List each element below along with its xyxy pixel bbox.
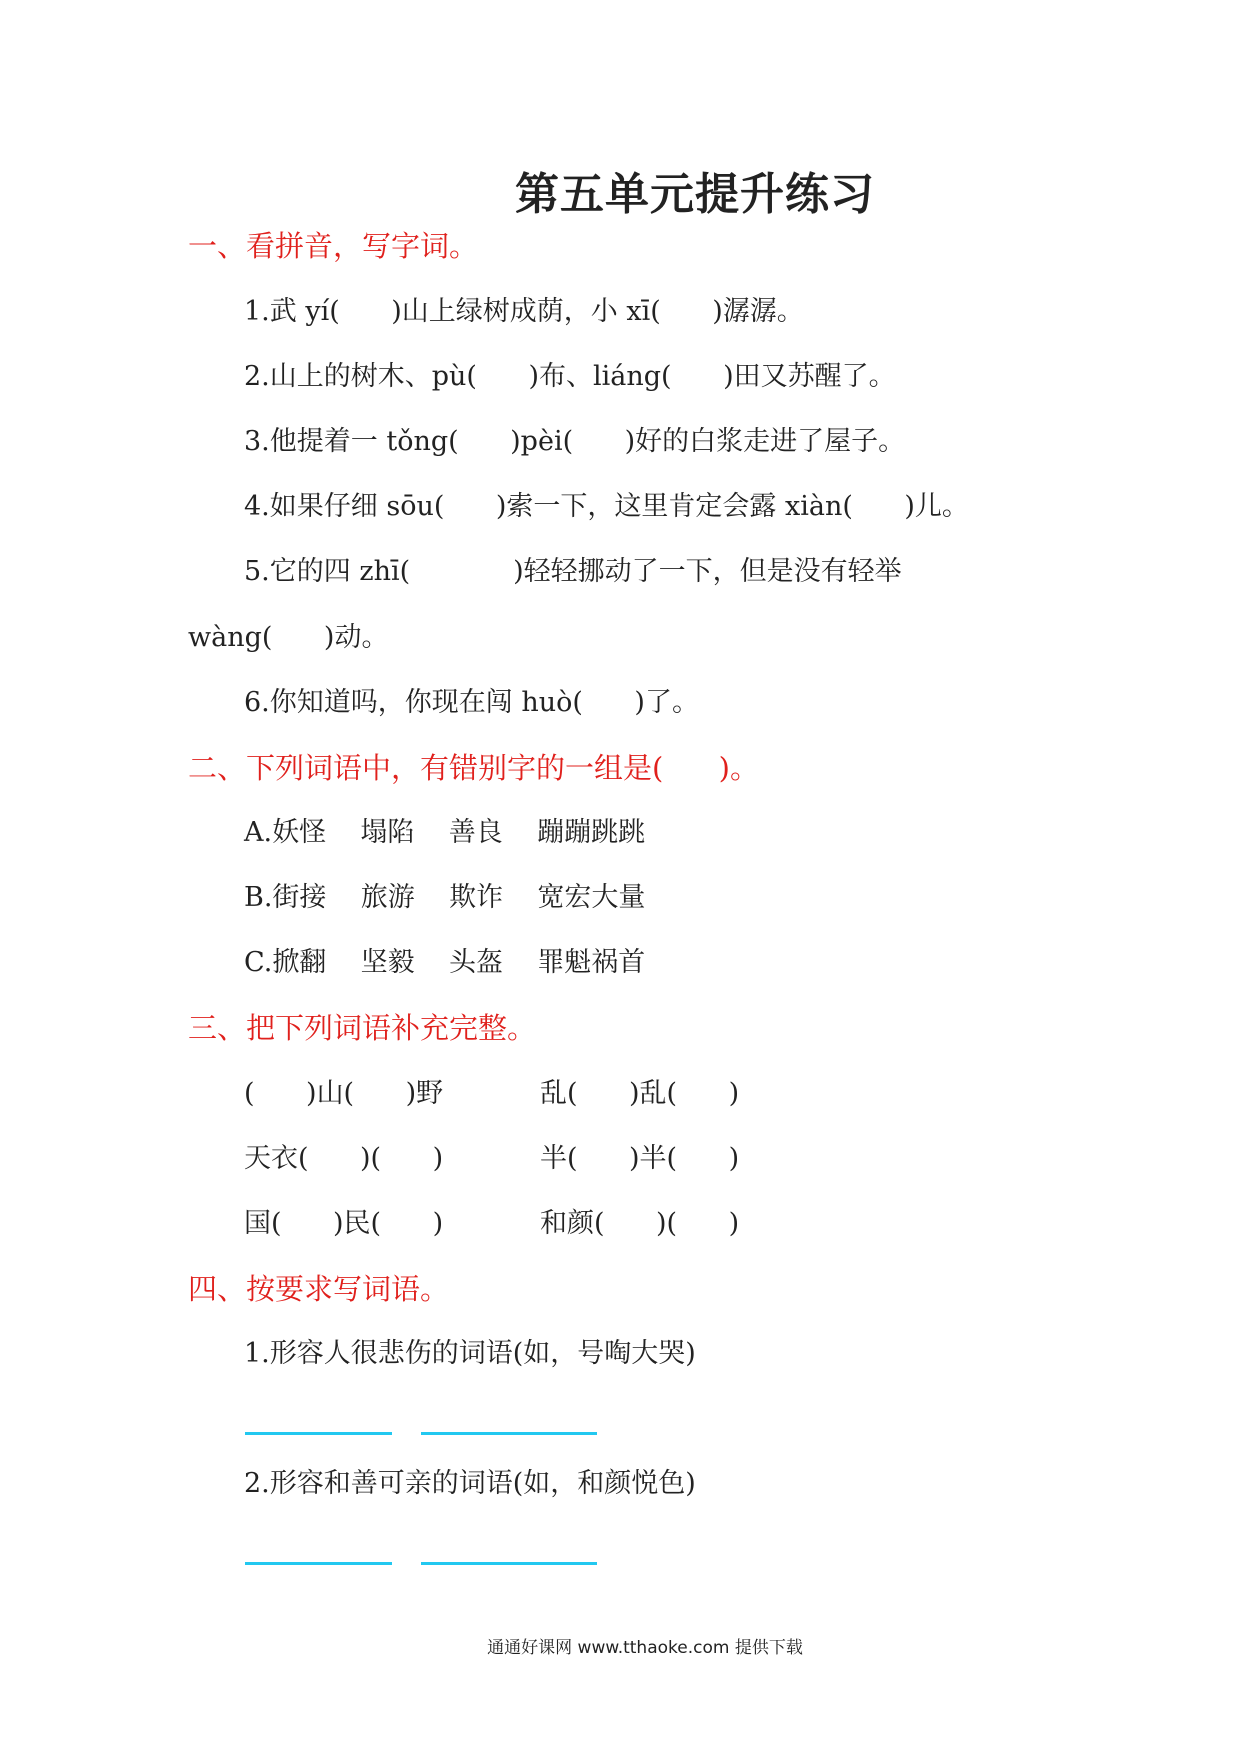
section-1-item-4: 4.如果仔细 sōu( )索一下，这里肯定会露 xiàn( )儿。 <box>244 491 969 522</box>
answer-line[interactable] <box>245 1562 392 1565</box>
option-c: C.掀翻 坚毅 头盔 罪魁祸首 <box>244 947 646 978</box>
idiom-1: ( )山( )野 <box>244 1078 444 1109</box>
section-4-item-1: 1.形容人很悲伤的词语(如，号啕大哭) <box>244 1338 696 1369</box>
idiom-2: 乱( )乱( ) <box>540 1078 740 1109</box>
section-2-heading: 二、下列词语中，有错别字的一组是( )。 <box>188 751 759 785</box>
answer-line[interactable] <box>421 1432 597 1435</box>
idiom-4: 半( )半( ) <box>540 1143 740 1174</box>
section-1-item-1: 1.武 yí( )山上绿树成荫，小 xī( )潺潺。 <box>244 296 804 327</box>
section-4-item-2: 2.形容和善可亲的词语(如，和颜悦色) <box>244 1468 696 1499</box>
page-title: 第五单元提升练习 <box>515 169 875 220</box>
section-1-item-6: 6.你知道吗，你现在闯 huò( )了。 <box>244 687 699 718</box>
footer-source: 通通好课网 www.tthaoke.com 提供下载 <box>487 1638 803 1658</box>
section-1-item-5-cont: wàng( )动。 <box>188 622 389 653</box>
section-1-item-3: 3.他提着一 tǒng( )pèi( )好的白浆走进了屋子。 <box>244 426 906 457</box>
answer-line[interactable] <box>245 1432 392 1435</box>
answer-line[interactable] <box>421 1562 597 1565</box>
idiom-5: 国( )民( ) <box>244 1208 444 1239</box>
section-1-heading: 一、看拼音，写字词。 <box>188 229 479 263</box>
section-3-heading: 三、把下列词语补充完整。 <box>188 1011 537 1045</box>
option-a: A.妖怪 塌陷 善良 蹦蹦跳跳 <box>244 817 646 848</box>
idiom-6: 和颜( )( ) <box>540 1208 740 1239</box>
section-4-heading: 四、按要求写词语。 <box>188 1272 450 1306</box>
option-b: B.街接 旅游 欺诈 宽宏大量 <box>244 882 646 913</box>
idiom-3: 天衣( )( ) <box>244 1143 444 1174</box>
section-1-item-5: 5.它的四 zhī( )轻轻挪动了一下，但是没有轻举 <box>244 556 902 587</box>
section-1-item-2: 2.山上的树木、pù( )布、liáng( )田又苏醒了。 <box>244 361 896 392</box>
